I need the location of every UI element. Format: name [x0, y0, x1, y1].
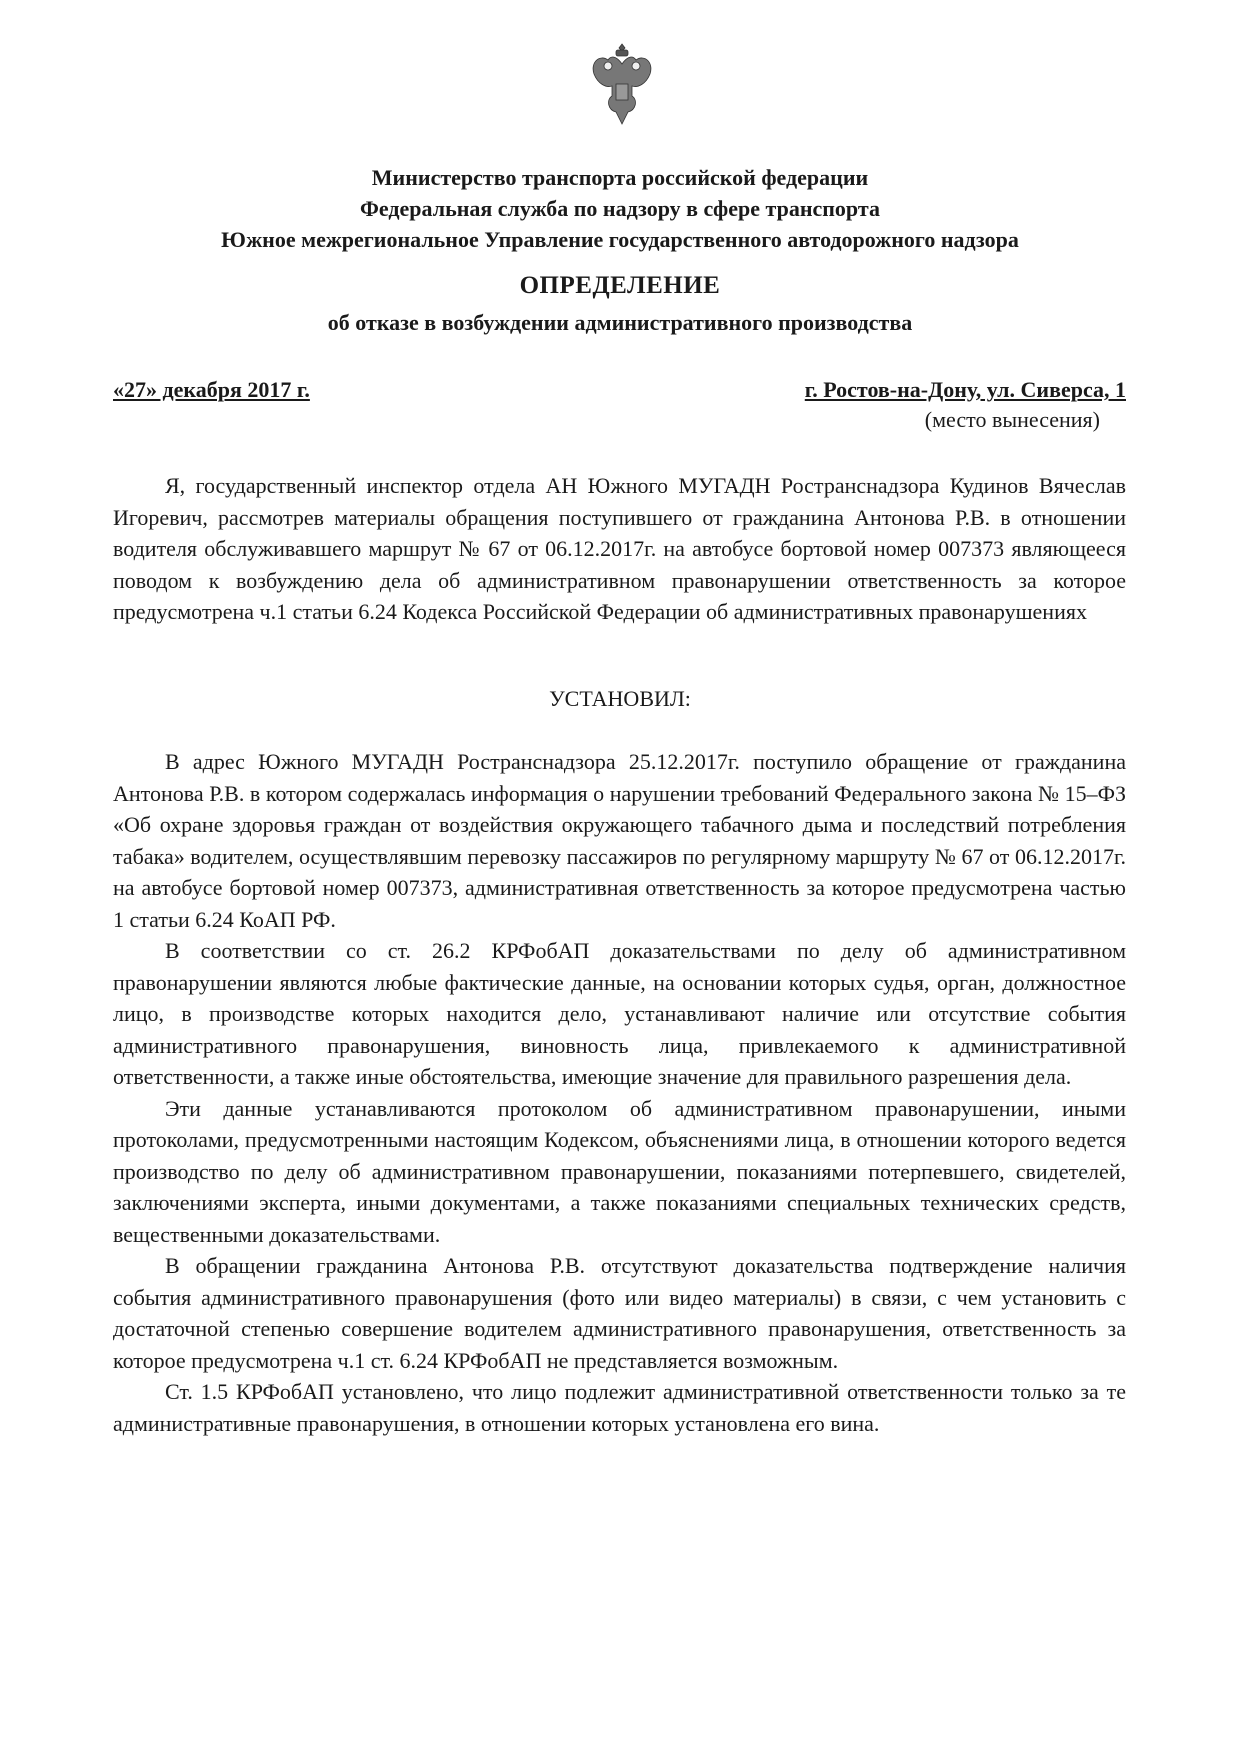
findings-paragraph: Эти данные устанавливаются протоколом об административном правонарушении, иными протоколами, предусмотренными настоящим Кодексом, объяснениями лица, в отношении которого ведется производство по делу об административном правонарушении, показаниями потерпевшего, свидетелей, заключениями эксперта, иными документами, а также показаниями специальных технических средств, вещественными доказательствами. [113, 1095, 1126, 1247]
findings-section [113, 746, 1126, 1439]
issuing-authority-header [100, 162, 1140, 255]
findings-paragraph: В обращении гражданина Антонова Р.В. отсутствуют доказательства подтверждение наличия события административного правонарушения (фото или видео материалы) в связи, с чем установить с достаточной степенью совершение водителем административного правонарушения, ответственность за которое предусмотрена ч.1 ст. 6.24 КРФобАП не представляется возможным. [113, 1253, 1126, 1373]
intro-section [113, 470, 1126, 628]
findings-paragraph: В соответствии со ст. 26.2 КРФобАП доказательствами по делу об административном правонарушении являются любые фактические данные, на основании которых судья, орган, должностное лицо, в производстве которых находится дело, устанавливают наличие или отсутствие события административного правонарушения, виновность лица, привлекаемого к административной ответственности, а также иные обстоятельства, имеющие значение для правильного разрешения дела. [113, 938, 1126, 1089]
place-caption: (место вынесения) [924, 407, 1100, 432]
ministry-name: Министерство транспорта российской федерации [371, 165, 869, 190]
findings-paragraph: В адрес Южного МУГАДН Ространснадзора 25.12.2017г. поступило обращение от гражданина Антонова Р.В. в котором содержалась информация о нарушении требований Федерального закона № 15–ФЗ «Об охране здоровья граждан от воздействия окружающего табачного дыма и последствий потребления табака» водителем, осуществлявшим перевозку пассажиров по регулярному маршруту № 67 от 06.12.2017г. на автобусе бортовой номер 007373, административная ответственность за которое предусмотрена частью 1 статьи 6.24 КоАП РФ. [113, 749, 1126, 932]
document-date: «27» декабря 2017 г. [113, 377, 310, 402]
russian-coat-of-arms-icon [586, 40, 658, 128]
document-place: г. Ростов-на-Дону, ул. Сиверса, 1 [804, 377, 1126, 402]
document-title: ОПРЕДЕЛЕНИЕ [519, 272, 721, 299]
federal-service-name: Федеральная служба по надзору в сфере транспорта [360, 196, 880, 221]
findings-paragraph: Ст. 1.5 КРФобАП установлено, что лицо подлежит административной ответственности только за те административные правонарушения, в отношении которых установлена его вина. [113, 1379, 1126, 1436]
document-subtitle: об отказе в возбуждении административного производства [327, 310, 913, 335]
section-heading: УСТАНОВИЛ: [549, 686, 691, 711]
intro-paragraph: Я, государственный инспектор отдела АН Южного МУГАДН Ространснадзора Кудинов Вячеслав Игоревич, рассмотрев материалы обращения поступившего от гражданина Антонова Р.В. в отношении водителя обслуживавшего маршрут № 67 от 06.12.2017г. на автобусе бортовой номер 007373 являющееся поводом к возбуждению дела об административном правонарушении ответственность за которое предусмотрена ч.1 статьи 6.24 Кодекса Российской Федерации об административных правонарушениях [113, 473, 1126, 624]
regional-office-name: Южное межрегиональное Управление государственного автодорожного надзора [221, 227, 1019, 252]
